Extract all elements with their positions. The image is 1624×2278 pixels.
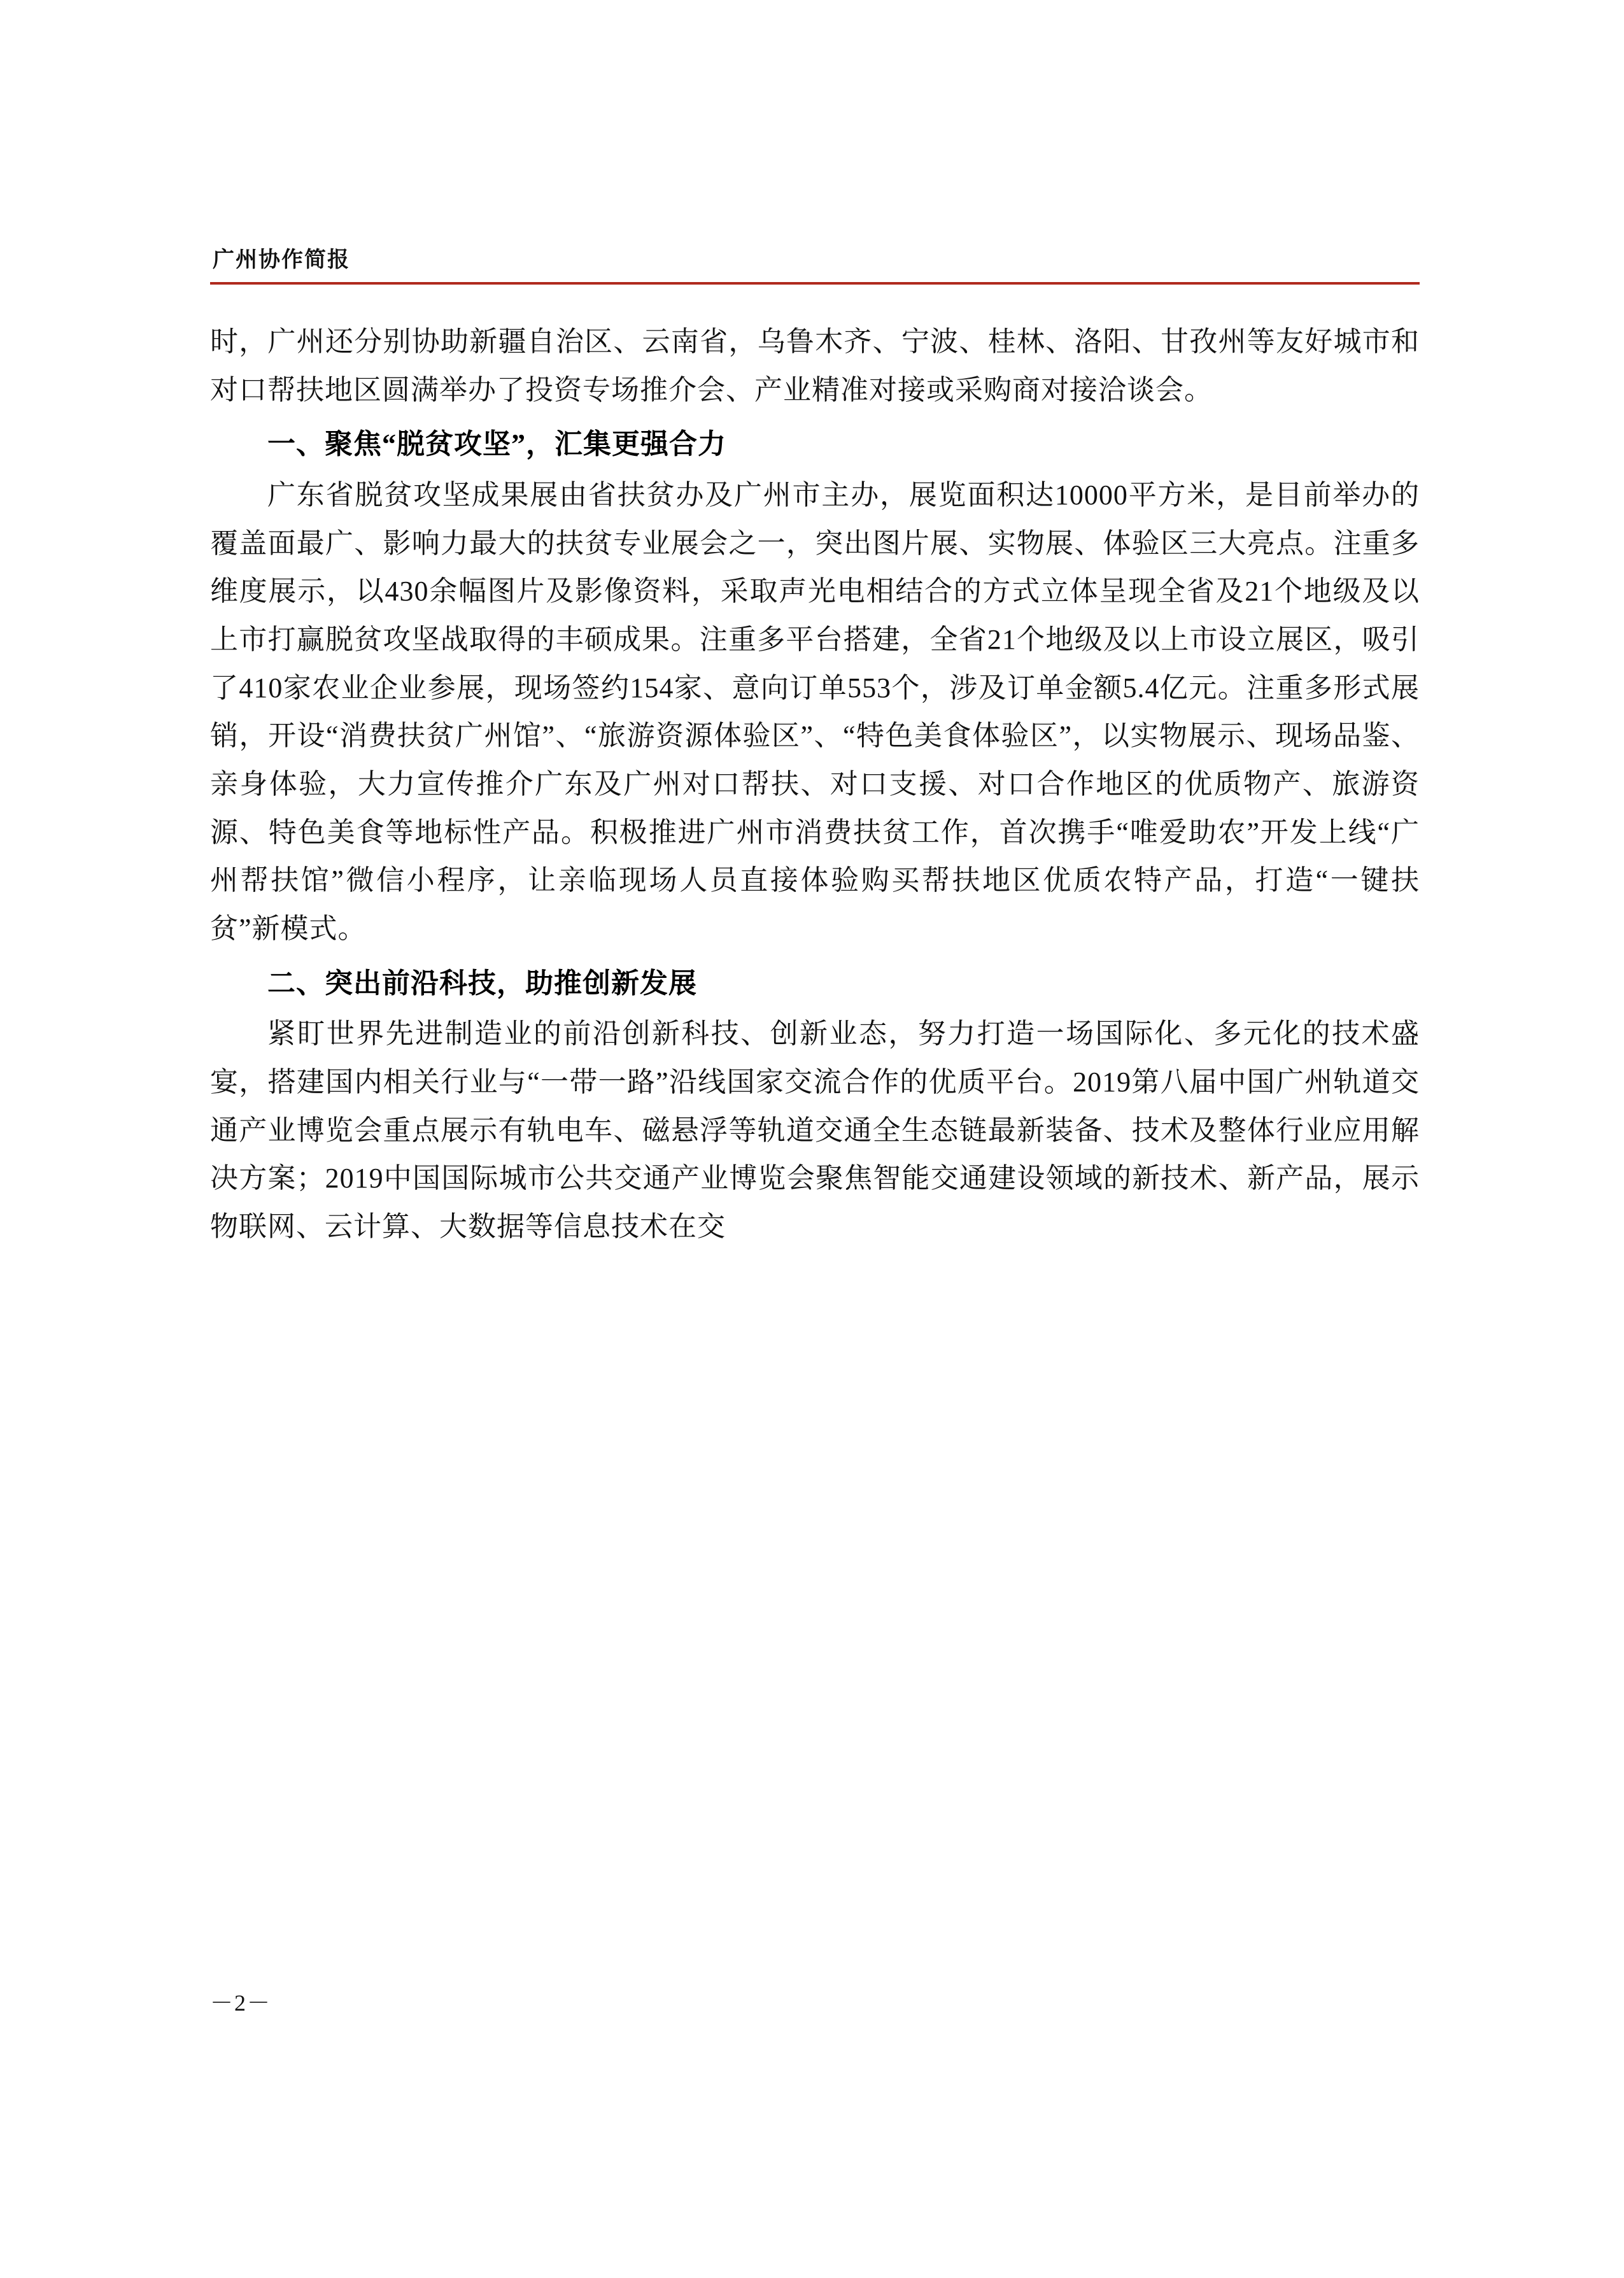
section-heading-one: 一、聚焦“脱贫攻坚”，汇集更强合力 bbox=[267, 428, 726, 460]
body-paragraph: 紧盯世界先进制造业的前沿创新科技、创新业态，努力打造一场国际化、多元化的技术盛宴，搭建国内相关行业与“一带一路”沿线国家交流合作的优质平台。2019第八届中国广州轨道交通产业博览会重点展示有轨电车、磁悬浮等轨道交通全生态链最新装备、技术及整体行业应用解决方案；2019中国国际城市公共交通产业博览会聚焦智能交通建设领域的新技术、新产品，展示物联网、云计算、大数据等信息技术在交 bbox=[210, 1018, 1420, 1243]
page-header bbox=[210, 242, 1420, 285]
header-title: 广州协作简报 bbox=[213, 248, 350, 272]
page-footer bbox=[210, 1985, 1420, 2018]
body-paragraph: 广东省脱贫攻坚成果展由省扶贫办及广州市主办，展览面积达10000平方米，是目前举办的覆盖面最广、影响力最大的扶贫专业展会之一，突出图片展、实物展、体验区三大亮点。注重多维度展示，以430余幅图片及影像资料，采取声光电相结合的方式立体呈现全省及21个地级及以上市打赢脱贫攻坚战取得的丰硕成果。注重多平台搭建，全省21个地级及以上市设立展区，吸引了410家农业企业参展，现场签约154家、意向订单553个，涉及订单金额5.4亿元。注重多形式展销，开设“消费扶贫广州馆”、“旅游资源体验区”、“特色美食体验区”，以实物展示、现场品鉴、亲身体验，大力宣传推介广东及广州对口帮扶、对口支援、对口合作地区的优质物产、旅游资源、特色美食等地标性产品。积极推进广州市消费扶贫工作，首次携手“唯爱助农”开发上线“广州帮扶馆”微信小程序，让亲临现场人员直接体验购买帮扶地区优质农特产品，打造“一键扶贫”新模式。 bbox=[210, 479, 1420, 945]
section-heading-two: 二、突出前沿科技，助推创新发展 bbox=[267, 967, 697, 999]
header-divider bbox=[210, 282, 1420, 285]
page-number: －2－ bbox=[210, 1990, 272, 2016]
page-content bbox=[210, 242, 1420, 1254]
body-paragraph: 时，广州还分别协助新疆自治区、云南省，乌鲁木齐、宁波、桂林、洛阳、甘孜州等友好城市和对口帮扶地区圆满举办了投资专场推介会、产业精准对接或采购商对接洽谈会。 bbox=[210, 326, 1420, 406]
